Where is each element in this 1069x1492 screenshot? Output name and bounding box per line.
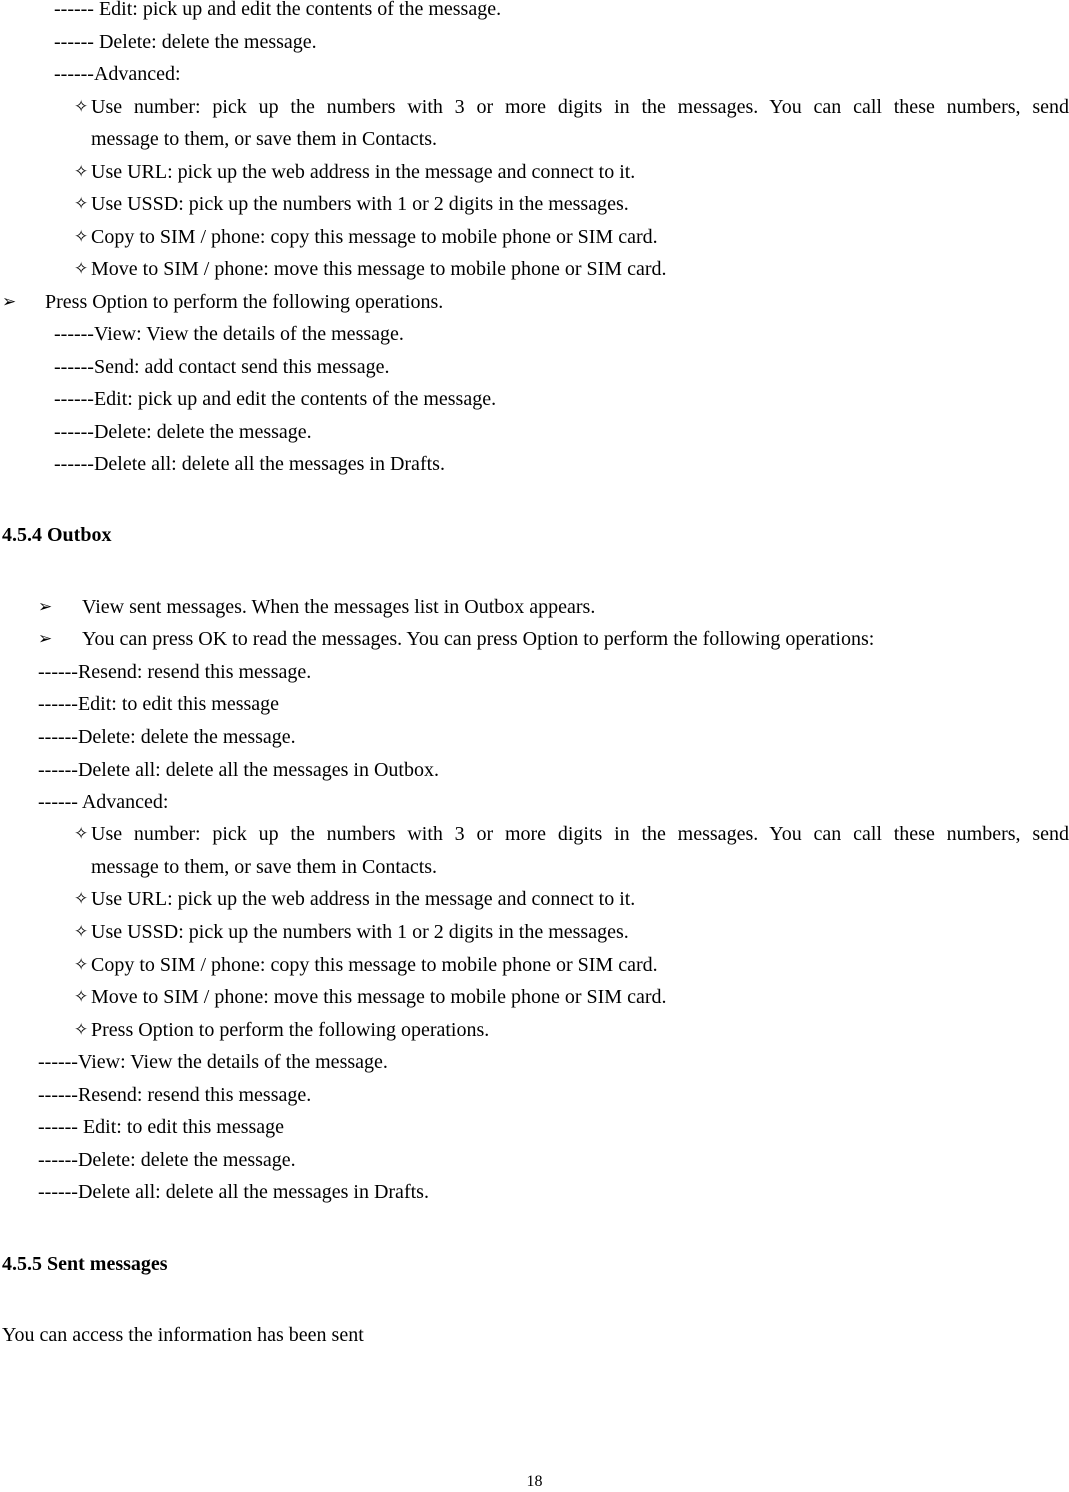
outbox-op-edit: ------Edit: to edit this message — [38, 693, 280, 715]
diamond-bullet-icon: ✧ — [74, 922, 89, 942]
outbox-advanced-press-option: Press Option to perform the following operations. — [91, 1019, 490, 1041]
diamond-bullet-icon: ✧ — [74, 194, 89, 214]
arrow-bullet-icon: ➢ — [38, 597, 53, 617]
drafts-advanced-move: Move to SIM / phone: move this message to mobile phone or SIM card. — [91, 258, 667, 280]
page-number: 18 — [526, 1473, 543, 1490]
diamond-bullet-icon: ✧ — [74, 162, 89, 182]
arrow-bullet-icon: ➢ — [2, 292, 17, 312]
outbox-advanced-move: Move to SIM / phone: move this message to mobile phone or SIM card. — [91, 986, 667, 1008]
drafts-advanced-use-url: Use URL: pick up the web address in the message and connect to it. — [91, 161, 636, 183]
drafts-option-edit: ------Edit: pick up and edit the contents of the message. — [54, 388, 497, 410]
drafts-option-send: ------Send: add contact send this message. — [54, 356, 390, 378]
diamond-bullet-icon: ✧ — [74, 1020, 89, 1040]
outbox-advanced-use-url: Use URL: pick up the web address in the message and connect to it. — [91, 888, 636, 910]
outbox-op-delete: ------Delete: delete the message. — [38, 726, 296, 748]
outbox-option-resend: ------Resend: resend this message. — [38, 1084, 312, 1106]
diamond-bullet-icon: ✧ — [74, 227, 89, 247]
drafts-option-delete: ------Delete: delete the message. — [54, 421, 312, 443]
diamond-bullet-icon: ✧ — [74, 889, 89, 909]
outbox-advanced-use-ussd: Use USSD: pick up the numbers with 1 or 2 digits in the messages. — [91, 921, 629, 943]
outbox-advanced-use-number-cont: message to them, or save them in Contacts. — [91, 856, 438, 878]
outbox-bullet-view: View sent messages. When the messages list in Outbox appears. — [82, 596, 596, 618]
outbox-option-delete-all: ------Delete all: delete all the messages in Drafts. — [38, 1181, 429, 1203]
outbox-op-delete-all: ------Delete all: delete all the messages in Outbox. — [38, 759, 439, 781]
drafts-advanced-use-number-cont: message to them, or save them in Contacts. — [91, 128, 438, 150]
outbox-option-delete: ------Delete: delete the message. — [38, 1149, 296, 1171]
arrow-bullet-icon: ➢ — [38, 629, 53, 649]
drafts-advanced-use-ussd: Use USSD: pick up the numbers with 1 or 2 digits in the messages. — [91, 193, 629, 215]
drafts-option-delete-all: ------Delete all: delete all the messages in Drafts. — [54, 453, 445, 475]
outbox-op-advanced: ------ Advanced: — [38, 791, 169, 813]
drafts-advanced-copy: Copy to SIM / phone: copy this message to mobile phone or SIM card. — [91, 226, 658, 248]
drafts-op-delete: ------ Delete: delete the message. — [54, 31, 317, 53]
diamond-bullet-icon: ✧ — [74, 97, 89, 117]
outbox-advanced-copy: Copy to SIM / phone: copy this message to mobile phone or SIM card. — [91, 954, 658, 976]
drafts-option-view: ------View: View the details of the message. — [54, 323, 404, 345]
outbox-op-resend: ------Resend: resend this message. — [38, 661, 312, 683]
drafts-press-option: Press Option to perform the following operations. — [45, 291, 444, 313]
outbox-advanced-use-number: Use number: pick up the numbers with 3 or more digits in the messages. You can call these numbers, send — [91, 823, 1069, 845]
diamond-bullet-icon: ✧ — [74, 987, 89, 1007]
sent-body-text: You can access the information has been sent — [2, 1324, 364, 1346]
drafts-advanced-use-number: Use number: pick up the numbers with 3 or more digits in the messages. You can call these numbers, send — [91, 96, 1069, 118]
outbox-bullet-press-ok: You can press OK to read the messages. You can press Option to perform the following operations: — [82, 628, 875, 650]
section-heading-sent-messages: 4.5.5 Sent messages — [2, 1253, 168, 1275]
outbox-option-edit: ------ Edit: to edit this message — [38, 1116, 285, 1138]
section-heading-outbox: 4.5.4 Outbox — [2, 524, 112, 546]
drafts-op-advanced: ------Advanced: — [54, 63, 181, 85]
diamond-bullet-icon: ✧ — [74, 824, 89, 844]
outbox-option-view: ------View: View the details of the message. — [38, 1051, 388, 1073]
drafts-op-edit: ------ Edit: pick up and edit the contents of the message. — [54, 0, 502, 20]
diamond-bullet-icon: ✧ — [74, 259, 89, 279]
diamond-bullet-icon: ✧ — [74, 955, 89, 975]
